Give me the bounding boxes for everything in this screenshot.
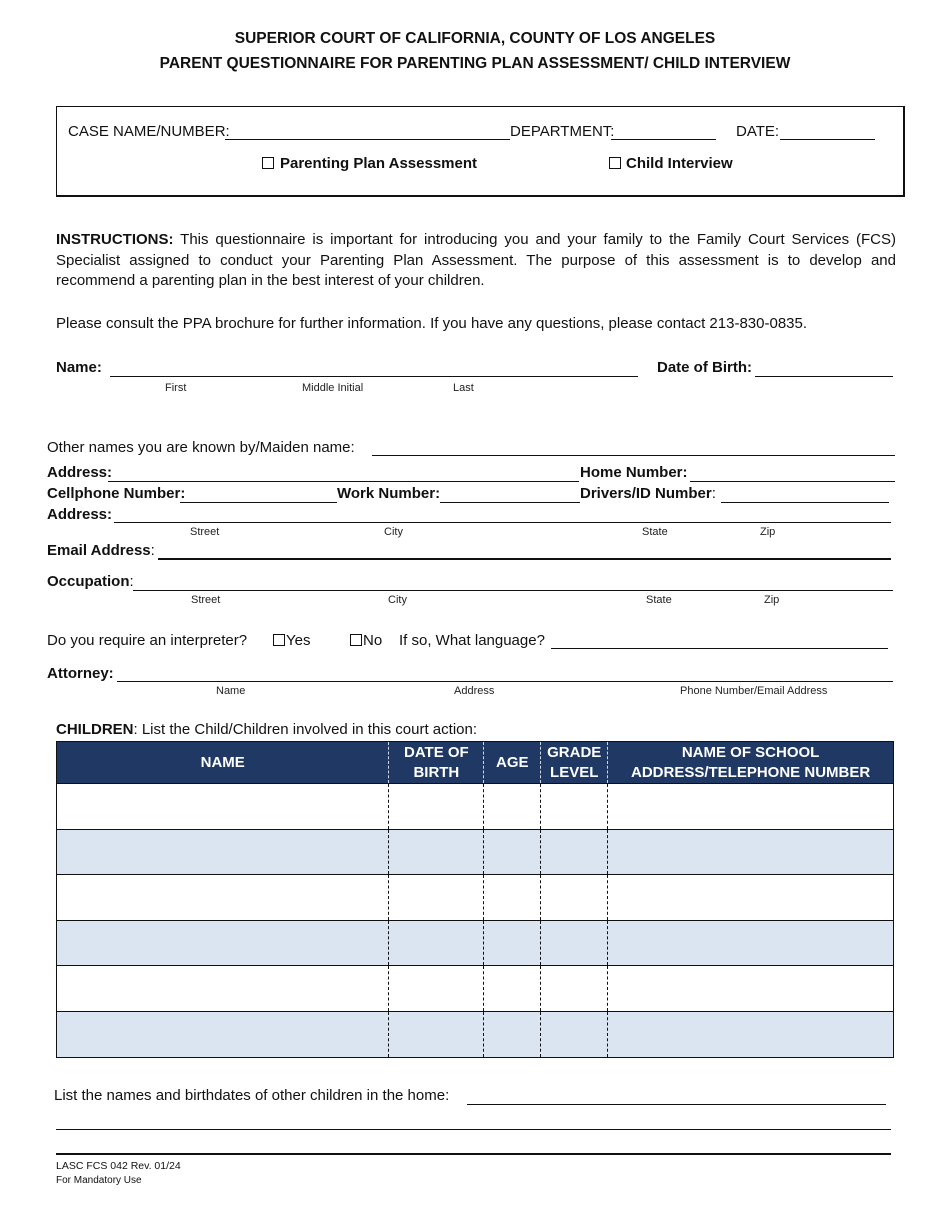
cell-name[interactable] (57, 829, 389, 875)
cell-school[interactable] (608, 829, 894, 875)
ppa-option[interactable] (262, 155, 477, 172)
col-grade (541, 742, 608, 784)
attorney-name-caption: Name (216, 685, 246, 697)
cell-grade[interactable] (541, 1011, 608, 1057)
other-children-field[interactable] (467, 1104, 886, 1105)
name-label: Name: (56, 359, 102, 376)
case-name-label: CASE NAME/NUMBER: (68, 123, 230, 140)
dob-label: Date of Birth: (657, 359, 752, 376)
address2-field[interactable] (114, 522, 891, 523)
case-info-box (56, 106, 905, 197)
cellphone-field[interactable] (180, 502, 337, 503)
cell-name[interactable] (57, 784, 389, 830)
cell-name[interactable] (57, 875, 389, 921)
instructions-paragraph (56, 230, 896, 292)
cell-dob[interactable] (389, 920, 484, 966)
cell-age[interactable] (484, 920, 541, 966)
col-age: AGE (484, 742, 541, 784)
col-dob-line2: BIRTH (413, 763, 460, 781)
instructions-text: This questionnaire is important for introducing you and your family to the Family Court Services (FCS) Specialist assigned to conduct your Parenting Plan Assessment. The purpose of this assessment is to develop and recommend a parenting plan in the best interest of your children. (56, 231, 896, 289)
attorney-address-caption: Address (454, 685, 495, 697)
table-row (57, 1011, 894, 1057)
email-label (47, 542, 155, 559)
ppa-checkbox[interactable] (262, 157, 274, 169)
name-first-caption: First (165, 382, 187, 394)
form-id: LASC FCS 042 Rev. 01/24 (56, 1160, 181, 1172)
address2-zip-caption: Zip (760, 526, 776, 538)
col-name: NAME (57, 742, 389, 784)
attorney-phone-caption: Phone Number/Email Address (680, 685, 828, 697)
col-grade-line1: GRADE (547, 743, 602, 761)
table-row (57, 875, 894, 921)
name-last-caption: Last (453, 382, 474, 394)
drivers-id-text: Drivers/ID Number (580, 485, 712, 502)
email-colon: : (150, 542, 155, 559)
other-names-field[interactable] (372, 455, 895, 456)
occupation-label-text: Occupation (47, 573, 130, 590)
cell-grade[interactable] (541, 920, 608, 966)
child-interview-option[interactable] (609, 155, 733, 172)
cell-school[interactable] (608, 920, 894, 966)
occupation-city-caption: City (388, 594, 407, 606)
name-field[interactable] (110, 376, 638, 377)
cell-age[interactable] (484, 875, 541, 921)
address2-city-caption: City (384, 526, 403, 538)
address2-label: Address: (47, 506, 113, 523)
interpreter-yes-label: Yes (286, 632, 311, 649)
work-number-label: Work Number: (337, 485, 441, 502)
address-label: Address: (47, 464, 113, 481)
address-field[interactable] (108, 481, 579, 482)
date-field[interactable] (780, 139, 875, 140)
email-label-text: Email Address (47, 542, 151, 559)
interpreter-no-checkbox[interactable] (350, 634, 362, 646)
children-intro: : List the Child/Children involved in this court action: (133, 721, 478, 738)
cell-grade[interactable] (541, 966, 608, 1012)
occupation-zip-caption: Zip (764, 594, 780, 606)
cell-school[interactable] (608, 1011, 894, 1057)
cell-grade[interactable] (541, 829, 608, 875)
interpreter-no-option[interactable] (350, 632, 382, 649)
cell-dob[interactable] (389, 784, 484, 830)
children-label: CHILDREN (56, 721, 134, 738)
table-row (57, 784, 894, 830)
mandatory-use: For Mandatory Use (56, 1175, 142, 1186)
cell-school[interactable] (608, 784, 894, 830)
children-table (56, 741, 894, 1058)
department-label: DEPARTMENT: (510, 123, 615, 140)
address2-street-caption: Street (190, 526, 220, 538)
interpreter-question: Do you require an interpreter? (47, 632, 248, 649)
cellphone-label: Cellphone Number: (47, 485, 186, 502)
occupation-label (47, 573, 134, 590)
child-interview-checkbox[interactable] (609, 157, 621, 169)
col-school-line2: ADDRESS/TELEPHONE NUMBER (631, 763, 871, 781)
table-row (57, 920, 894, 966)
drivers-id-field[interactable] (721, 502, 889, 503)
drivers-id-label (580, 485, 716, 502)
address2-state-caption: State (642, 526, 668, 538)
court-title: SUPERIOR COURT OF CALIFORNIA, COUNTY OF LOS ANGELES (234, 30, 716, 47)
children-heading (56, 721, 477, 738)
col-school-line1: NAME OF SCHOOL (681, 743, 820, 761)
cell-name[interactable] (57, 920, 389, 966)
interpreter-yes-option[interactable] (273, 632, 310, 649)
col-dob-line1: DATE OF (403, 743, 469, 761)
cell-dob[interactable] (389, 829, 484, 875)
other-names-label: Other names you are known by/Maiden name: (47, 439, 355, 456)
cell-dob[interactable] (389, 966, 484, 1012)
table-row (57, 829, 894, 875)
col-grade-line2: LEVEL (550, 763, 599, 781)
occupation-colon: : (129, 573, 134, 590)
footer-divider (56, 1153, 891, 1155)
date-label: DATE: (736, 123, 780, 140)
cell-age[interactable] (484, 966, 541, 1012)
cell-dob[interactable] (389, 875, 484, 921)
cell-grade[interactable] (541, 875, 608, 921)
cell-age[interactable] (484, 829, 541, 875)
cell-school[interactable] (608, 966, 894, 1012)
home-number-label: Home Number: (580, 464, 688, 481)
table-row (57, 966, 894, 1012)
language-field[interactable] (551, 648, 888, 649)
case-name-field[interactable] (225, 139, 510, 140)
cell-name[interactable] (57, 966, 389, 1012)
ppa-label: Parenting Plan Assessment (280, 155, 478, 172)
email-field[interactable] (158, 558, 891, 560)
interpreter-yes-checkbox[interactable] (273, 634, 285, 646)
cell-grade[interactable] (541, 784, 608, 830)
name-middle-caption: Middle Initial (302, 382, 364, 394)
col-dob (389, 742, 484, 784)
attorney-label: Attorney: (47, 665, 114, 682)
other-children-label: List the names and birthdates of other children in the home: (54, 1087, 450, 1104)
interpreter-no-label: No (363, 632, 383, 649)
children-table-header (57, 742, 894, 784)
other-children-field-2[interactable] (56, 1129, 891, 1130)
occupation-state-caption: State (646, 594, 672, 606)
cell-name[interactable] (57, 1011, 389, 1057)
form-title: PARENT QUESTIONNAIRE FOR PARENTING PLAN ASSESSMENT/ CHILD INTERVIEW (159, 55, 791, 72)
child-interview-label: Child Interview (626, 155, 733, 172)
attorney-field[interactable] (117, 681, 893, 682)
department-field[interactable] (611, 139, 716, 140)
cell-dob[interactable] (389, 1011, 484, 1057)
col-school (608, 742, 894, 784)
work-number-field[interactable] (440, 502, 580, 503)
language-question: If so, What language? (399, 632, 545, 649)
occupation-street-caption: Street (191, 594, 221, 606)
home-number-field[interactable] (690, 481, 895, 482)
cell-age[interactable] (484, 784, 541, 830)
cell-age[interactable] (484, 1011, 541, 1057)
dob-field[interactable] (755, 376, 893, 377)
occupation-field[interactable] (133, 590, 893, 591)
instructions-label: INSTRUCTIONS: (56, 231, 174, 248)
cell-school[interactable] (608, 875, 894, 921)
consult-text: Please consult the PPA brochure for further information. If you have any questions, please contact 213-830-0835. (56, 315, 808, 332)
drivers-id-colon: : (711, 485, 716, 502)
